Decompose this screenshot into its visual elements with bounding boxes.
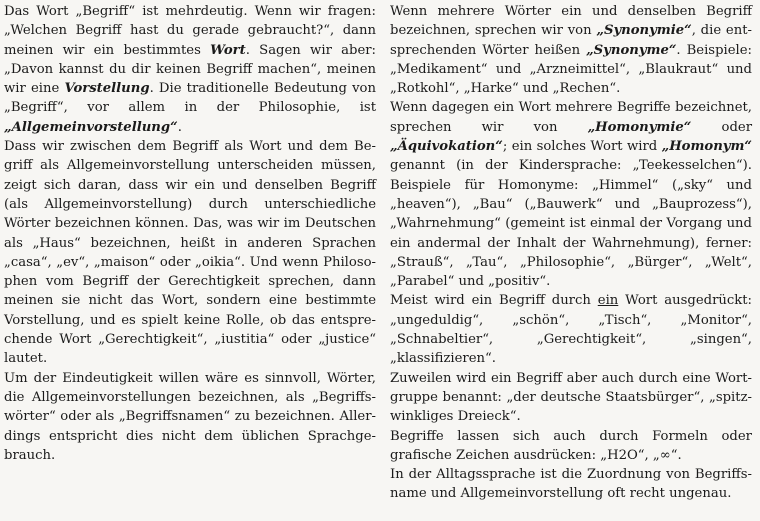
paragraph-synonymy: Wenn mehrere Wörter ein und denselben Begriff bezeichnen, sprechen wir von „Synonymie“, die entsprechenden Wörter heißen „Synonyme“. Beispiele: „Medikament“ und „Arzneimittel“, „Blaukraut“ und „Rotkohl“, „Harke“ und „Rechen“. bbox=[390, 4, 752, 97]
right-text-column bbox=[390, 2, 752, 521]
paragraph-word-ambiguity: Das Wort „Begriff“ ist mehrdeutig. Wenn wir fragen: „Welchen Begriff hast du gerade gebraucht?“, dann meinen wir ein bestimmtes Wort. Sagen wir aber: „Davon kannst du dir keinen Begriff machen“, meinen wir eine Vorstellung. Die traditionelle Bedeutung von „Begriff“, vor allem in der Philosophie, ist „Allgemeinvorstellung“. bbox=[4, 4, 376, 135]
paragraph-formulas: Begriffe lassen sich auch durch Formeln oder grafische Zeichen ausdrücken: „H2O“, „∞“. bbox=[390, 428, 752, 463]
paragraph-everyday-language: In der Alltagssprache ist die Zuordnung von Begriffsname und Allgemeinvorstellung oft recht ungenau. bbox=[390, 467, 752, 502]
paragraph-homonymy: Wenn dagegen ein Wort mehrere Begriffe bezeichnet, sprechen wir von „Homonymie“ oder „Äquivokation“; ein solches Wort wird „Homonym“ genannt (in der Kindersprache: „Teekesselchen“). Beispiele für Homonyme: „Himmel“ („sky“ und „heaven“), „Bau“ („Bauwerk“ und „Bauprozess“), „Wahrnehmung“ (gemeint ist einmal der Vorgang und ein andermal der Inhalt der Wahrnehmung), ferner: „Strauß“, „Tau“, „Philosophie“, „Bürger“, „Welt“, „Parabel“ und „positiv“. bbox=[390, 100, 752, 290]
paragraph-single-word: Meist wird ein Begriff durch ein Wort ausgedrückt: „ungeduldig“, „schön“, „Tisch“, „Monitor“, „Schnabeltier“, „Gerechtigkeit“, „singen“, „klassifizieren“. bbox=[390, 293, 752, 367]
paragraph-word-group: Zuweilen wird ein Begriff aber auch durch eine Wortgruppe benannt: „der deutsche Staatsbürger“, „spitzwinkliges Dreieck“. bbox=[390, 370, 752, 425]
left-text-column bbox=[4, 2, 376, 521]
paragraph-concept-names: Um der Eindeutigkeit willen wäre es sinnvoll, Wörter, die Allgemeinvorstellungen bezeichnen, als „Begriffswörter“ oder als „Begriffsnamen“ zu bezeichnen. Allerdings entspricht dies nicht dem üblichen Sprachgebrauch. bbox=[4, 370, 376, 463]
paragraph-word-vs-concept: Dass wir zwischen dem Begriff als Wort und dem Begriff als Allgemeinvorstellung unterscheiden müssen, zeigt sich daran, dass wir ein und denselben Begriff (als Allgemeinvorstellung) durch unterschiedliche Wörter bezeichnen können. Das, was wir im Deutschen als „Haus“ bezeichnen, heißt in anderen Sprachen „casa“, „ev“, „maison“ oder „oikia“. Und wenn Philosophen vom Begriff der Gerechtigkeit sprechen, dann meinen sie nicht das Wort, sondern eine bestimmte Vorstellung, und es spielt keine Rolle, ob das entsprechende Wort „Gerechtigkeit“, „iustitia“ oder „justice“ lautet. bbox=[4, 139, 376, 367]
